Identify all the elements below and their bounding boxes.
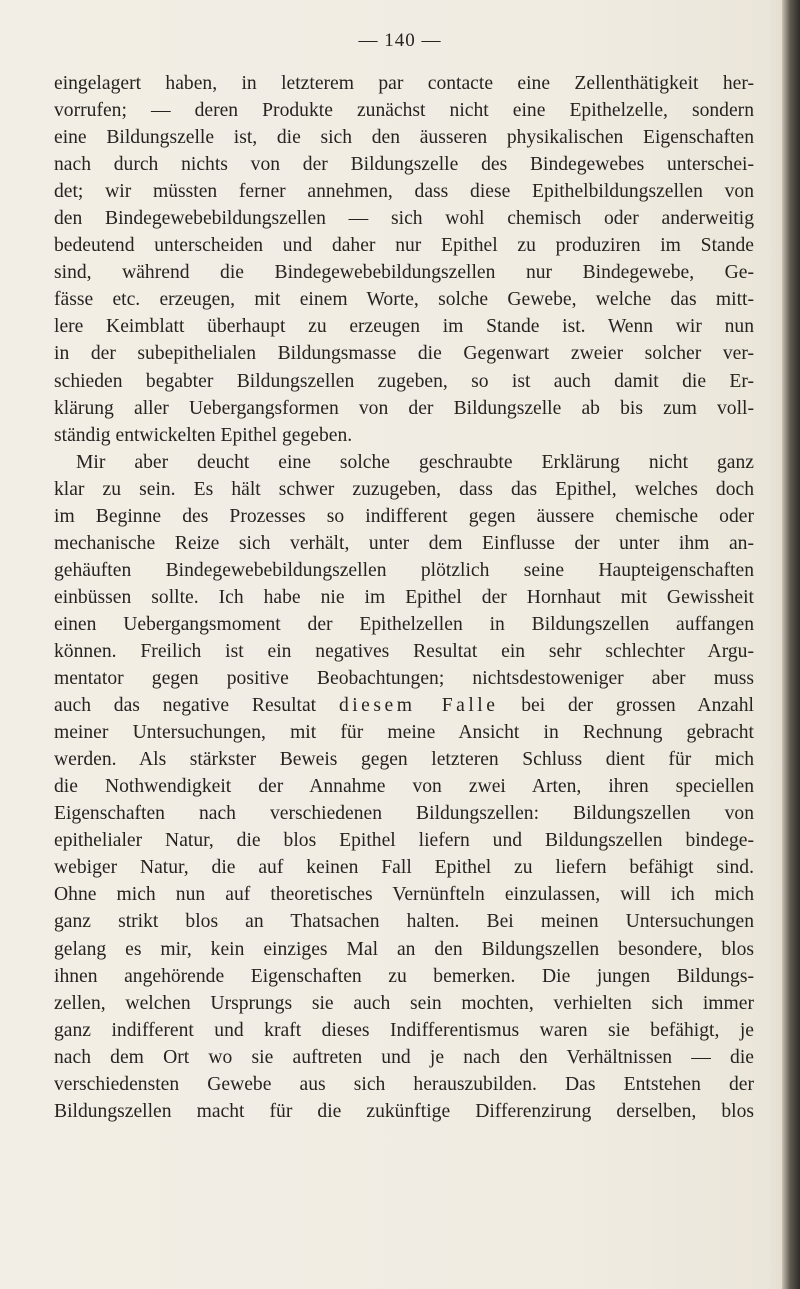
page-number-header: — 140 — — [358, 30, 442, 51]
emphasized-text: diesem Falle — [338, 695, 499, 717]
text-line: ganz indifferent und kraft dieses Indifferentismus waren sie befähigt, je — [54, 1019, 754, 1041]
text-line: ganz strikt blos an Thatsachen halten. Bei meinen Untersuchungen — [54, 911, 754, 933]
text-line: vorrufen; — deren Produkte zunächst nicht eine Epithelzelle, sondern — [54, 100, 754, 122]
text-line: klar zu sein. Es hält schwer zuzugeben, dass das Epithel, welches doch — [54, 478, 754, 500]
text-line: Bildungszellen macht für die zukünftige Differenzirung derselben, blos — [54, 1100, 754, 1122]
text-line: lere Keimblatt überhaupt zu erzeugen im Stande ist. Wenn wir nun — [54, 316, 754, 338]
text-line: im Beginne des Prozesses so indifferent gegen äussere chemische oder — [54, 505, 754, 527]
text-line: Eigenschaften nach verschiedenen Bildungszellen: Bildungszellen von — [54, 803, 754, 825]
text-line-paragraph-start: Mir aber deucht eine solche geschraubte Erklärung nicht ganz — [76, 451, 754, 473]
page-edge-shadow — [782, 0, 800, 1289]
text-line: bedeutend unterscheiden und daher nur Epithel zu produziren im Stande — [54, 235, 754, 257]
text-line: gelang es mir, kein einziges Mal an den Bildungszellen besondere, blos — [54, 938, 754, 960]
text-line: nach durch nichts von der Bildungszelle des Bindegewebes unterschei- — [54, 154, 754, 176]
text-line: webiger Natur, die auf keinen Fall Epithel zu liefern befähigt sind. — [54, 857, 754, 879]
text-line: Ohne mich nun auf theoretisches Vernünfteln einzulassen, will ich mich — [54, 884, 754, 906]
text-line: epithelialer Natur, die blos Epithel liefern und Bildungszellen bindege- — [54, 830, 754, 852]
text-line: verschiedensten Gewebe aus sich herauszubilden. Das Entstehen der — [54, 1073, 754, 1095]
text-line: det; wir müssten ferner annehmen, dass diese Epithelbildungszellen von — [54, 181, 754, 203]
text-line: eingelagert haben, in letzterem par contacte eine Zellenthätigkeit her- — [54, 73, 754, 94]
text-line: mechanische Reize sich verhält, unter dem Einflusse der unter ihm an- — [54, 532, 754, 554]
text-line: einbüssen sollte. Ich habe nie im Epithel der Hornhaut mit Gewissheit — [54, 586, 754, 608]
text-line: zellen, welchen Ursprungs sie auch sein mochten, verhielten sich immer — [54, 992, 754, 1014]
text-line: mentator gegen positive Beobachtungen; nichtsdestoweniger aber muss — [54, 668, 754, 690]
text-line: gehäuften Bindegewebebildungszellen plötzlich seine Haupteigenschaften — [54, 559, 754, 581]
text-line-with-emphasis — [54, 692, 754, 719]
text-line: den Bindegewebebildungszellen — sich wohl chemisch oder anderweitig — [54, 208, 754, 230]
text-line: können. Freilich ist ein negatives Resultat ein sehr schlechter Argu- — [54, 640, 754, 662]
text-line: fässe etc. erzeugen, mit einem Worte, solche Gewebe, welche das mitt- — [54, 289, 754, 311]
text-line: nach dem Ort wo sie auftreten und je nach den Verhältnissen — die — [54, 1046, 754, 1068]
body-text — [54, 70, 754, 1125]
text-line: die Nothwendigkeit der Annahme von zwei Arten, ihren speciellen — [54, 776, 754, 798]
text-line: einen Uebergangsmoment der Epithelzellen in Bildungszellen auffangen — [54, 613, 754, 635]
text-line: ihnen angehörende Eigenschaften zu bemerken. Die jungen Bildungs- — [54, 965, 754, 987]
text-line-paragraph-end: ständig entwickelten Epithel gegeben. — [54, 424, 353, 446]
text-line: meiner Untersuchungen, mit für meine Ansicht in Rechnung gebracht — [54, 722, 754, 744]
text-line: werden. Als stärkster Beweis gegen letzteren Schluss dient für mich — [54, 749, 754, 771]
text-line: schieden begabter Bildungszellen zugeben, so ist auch damit die Er- — [54, 370, 754, 392]
text-line: eine Bildungszelle ist, die sich den äusseren physikalischen Eigenschaften — [54, 127, 754, 149]
text-line: sind, während die Bindegewebebildungszellen nur Bindegewebe, Ge- — [54, 262, 754, 284]
text-segment: auch das negative Resultat — [54, 695, 317, 717]
text-segment: bei der grossen Anzahl — [521, 695, 754, 717]
text-line: klärung aller Uebergangsformen von der Bildungszelle ab bis zum voll- — [54, 397, 754, 419]
text-line: in der subepithelialen Bildungsmasse die Gegenwart zweier solcher ver- — [54, 343, 754, 365]
